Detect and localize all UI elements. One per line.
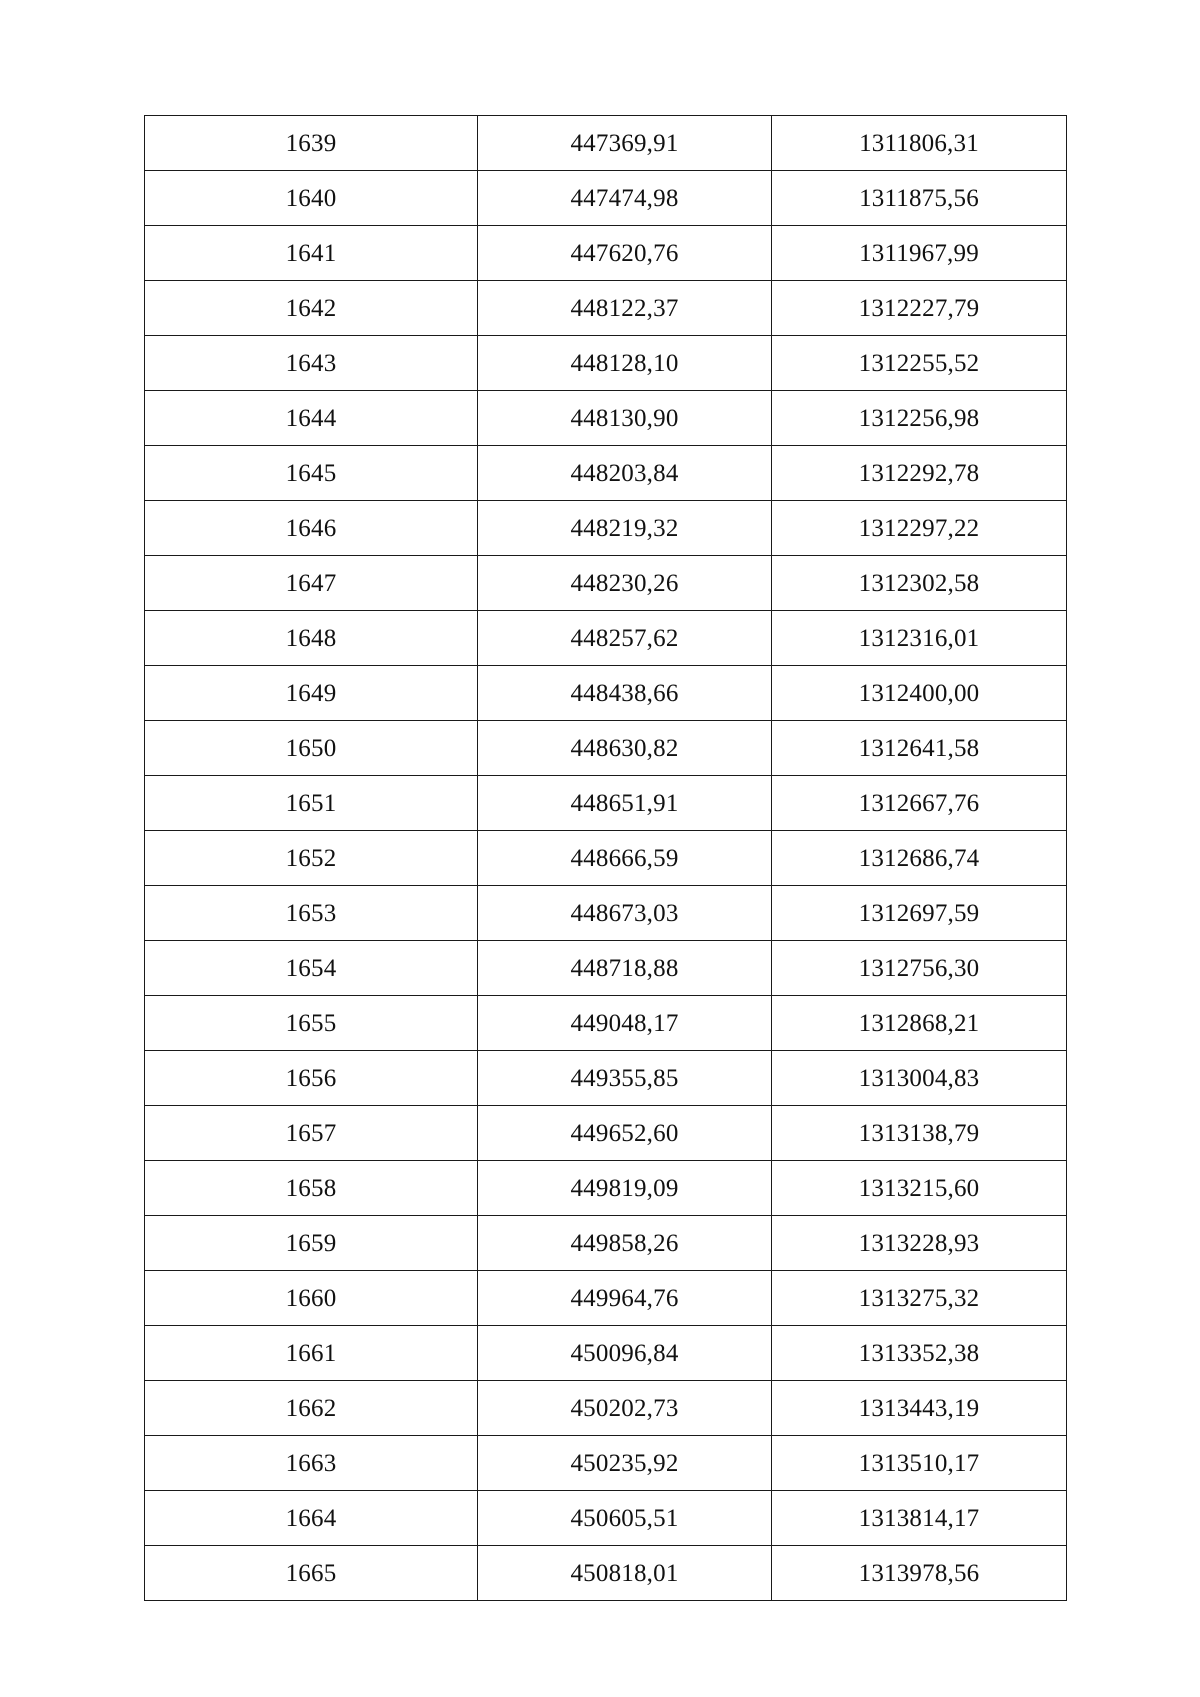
y-coordinate-cell: 1313004,83 bbox=[772, 1051, 1067, 1106]
y-coordinate-cell: 1313352,38 bbox=[772, 1326, 1067, 1381]
x-coordinate-cell: 449048,17 bbox=[478, 996, 772, 1051]
table-row bbox=[145, 886, 1067, 941]
point-number-cell: 1656 bbox=[145, 1051, 478, 1106]
x-coordinate-cell: 448718,88 bbox=[478, 941, 772, 996]
x-coordinate-cell: 447369,91 bbox=[478, 116, 772, 171]
coordinates-table bbox=[144, 115, 1067, 1601]
x-coordinate-cell: 448630,82 bbox=[478, 721, 772, 776]
y-coordinate-cell: 1312316,01 bbox=[772, 611, 1067, 666]
x-coordinate-cell: 448438,66 bbox=[478, 666, 772, 721]
y-coordinate-cell: 1311967,99 bbox=[772, 226, 1067, 281]
y-coordinate-cell: 1313138,79 bbox=[772, 1106, 1067, 1161]
point-number-cell: 1650 bbox=[145, 721, 478, 776]
point-number-cell: 1649 bbox=[145, 666, 478, 721]
point-number-cell: 1657 bbox=[145, 1106, 478, 1161]
coordinates-table-body bbox=[145, 116, 1067, 1601]
y-coordinate-cell: 1312227,79 bbox=[772, 281, 1067, 336]
table-row bbox=[145, 666, 1067, 721]
point-number-cell: 1655 bbox=[145, 996, 478, 1051]
table-row bbox=[145, 941, 1067, 996]
x-coordinate-cell: 449858,26 bbox=[478, 1216, 772, 1271]
x-coordinate-cell: 449964,76 bbox=[478, 1271, 772, 1326]
x-coordinate-cell: 450818,01 bbox=[478, 1546, 772, 1601]
x-coordinate-cell: 448219,32 bbox=[478, 501, 772, 556]
point-number-cell: 1651 bbox=[145, 776, 478, 831]
x-coordinate-cell: 448666,59 bbox=[478, 831, 772, 886]
y-coordinate-cell: 1313443,19 bbox=[772, 1381, 1067, 1436]
point-number-cell: 1654 bbox=[145, 941, 478, 996]
table-row bbox=[145, 501, 1067, 556]
y-coordinate-cell: 1312697,59 bbox=[772, 886, 1067, 941]
table-row bbox=[145, 1216, 1067, 1271]
y-coordinate-cell: 1313510,17 bbox=[772, 1436, 1067, 1491]
table-row bbox=[145, 776, 1067, 831]
point-number-cell: 1645 bbox=[145, 446, 478, 501]
point-number-cell: 1639 bbox=[145, 116, 478, 171]
point-number-cell: 1648 bbox=[145, 611, 478, 666]
table-row bbox=[145, 831, 1067, 886]
table-row bbox=[145, 721, 1067, 776]
table-row bbox=[145, 116, 1067, 171]
x-coordinate-cell: 449355,85 bbox=[478, 1051, 772, 1106]
x-coordinate-cell: 448257,62 bbox=[478, 611, 772, 666]
y-coordinate-cell: 1313228,93 bbox=[772, 1216, 1067, 1271]
point-number-cell: 1641 bbox=[145, 226, 478, 281]
x-coordinate-cell: 450235,92 bbox=[478, 1436, 772, 1491]
x-coordinate-cell: 449819,09 bbox=[478, 1161, 772, 1216]
y-coordinate-cell: 1312868,21 bbox=[772, 996, 1067, 1051]
x-coordinate-cell: 449652,60 bbox=[478, 1106, 772, 1161]
table-row bbox=[145, 226, 1067, 281]
table-row bbox=[145, 336, 1067, 391]
y-coordinate-cell: 1312256,98 bbox=[772, 391, 1067, 446]
point-number-cell: 1640 bbox=[145, 171, 478, 226]
table-row bbox=[145, 1546, 1067, 1601]
point-number-cell: 1663 bbox=[145, 1436, 478, 1491]
table-row bbox=[145, 611, 1067, 666]
y-coordinate-cell: 1312686,74 bbox=[772, 831, 1067, 886]
y-coordinate-cell: 1313275,32 bbox=[772, 1271, 1067, 1326]
y-coordinate-cell: 1313215,60 bbox=[772, 1161, 1067, 1216]
table-row bbox=[145, 996, 1067, 1051]
y-coordinate-cell: 1311875,56 bbox=[772, 171, 1067, 226]
point-number-cell: 1643 bbox=[145, 336, 478, 391]
y-coordinate-cell: 1312756,30 bbox=[772, 941, 1067, 996]
table-row bbox=[145, 1326, 1067, 1381]
table-row bbox=[145, 556, 1067, 611]
x-coordinate-cell: 447620,76 bbox=[478, 226, 772, 281]
table-row bbox=[145, 446, 1067, 501]
table-row bbox=[145, 1106, 1067, 1161]
table-row bbox=[145, 1381, 1067, 1436]
y-coordinate-cell: 1312292,78 bbox=[772, 446, 1067, 501]
y-coordinate-cell: 1313814,17 bbox=[772, 1491, 1067, 1546]
point-number-cell: 1665 bbox=[145, 1546, 478, 1601]
point-number-cell: 1662 bbox=[145, 1381, 478, 1436]
point-number-cell: 1646 bbox=[145, 501, 478, 556]
table-row bbox=[145, 1271, 1067, 1326]
point-number-cell: 1661 bbox=[145, 1326, 478, 1381]
table-row bbox=[145, 171, 1067, 226]
point-number-cell: 1659 bbox=[145, 1216, 478, 1271]
x-coordinate-cell: 448128,10 bbox=[478, 336, 772, 391]
point-number-cell: 1647 bbox=[145, 556, 478, 611]
table-row bbox=[145, 1436, 1067, 1491]
y-coordinate-cell: 1312641,58 bbox=[772, 721, 1067, 776]
x-coordinate-cell: 448230,26 bbox=[478, 556, 772, 611]
point-number-cell: 1652 bbox=[145, 831, 478, 886]
point-number-cell: 1664 bbox=[145, 1491, 478, 1546]
table-row bbox=[145, 391, 1067, 446]
x-coordinate-cell: 450202,73 bbox=[478, 1381, 772, 1436]
point-number-cell: 1658 bbox=[145, 1161, 478, 1216]
y-coordinate-cell: 1313978,56 bbox=[772, 1546, 1067, 1601]
y-coordinate-cell: 1312400,00 bbox=[772, 666, 1067, 721]
x-coordinate-cell: 448651,91 bbox=[478, 776, 772, 831]
y-coordinate-cell: 1312667,76 bbox=[772, 776, 1067, 831]
table-row bbox=[145, 1491, 1067, 1546]
point-number-cell: 1660 bbox=[145, 1271, 478, 1326]
table-row bbox=[145, 281, 1067, 336]
x-coordinate-cell: 448130,90 bbox=[478, 391, 772, 446]
y-coordinate-cell: 1312302,58 bbox=[772, 556, 1067, 611]
x-coordinate-cell: 448203,84 bbox=[478, 446, 772, 501]
x-coordinate-cell: 448673,03 bbox=[478, 886, 772, 941]
y-coordinate-cell: 1311806,31 bbox=[772, 116, 1067, 171]
y-coordinate-cell: 1312255,52 bbox=[772, 336, 1067, 391]
point-number-cell: 1653 bbox=[145, 886, 478, 941]
table-row bbox=[145, 1051, 1067, 1106]
table-row bbox=[145, 1161, 1067, 1216]
x-coordinate-cell: 450096,84 bbox=[478, 1326, 772, 1381]
point-number-cell: 1644 bbox=[145, 391, 478, 446]
x-coordinate-cell: 447474,98 bbox=[478, 171, 772, 226]
y-coordinate-cell: 1312297,22 bbox=[772, 501, 1067, 556]
x-coordinate-cell: 450605,51 bbox=[478, 1491, 772, 1546]
x-coordinate-cell: 448122,37 bbox=[478, 281, 772, 336]
point-number-cell: 1642 bbox=[145, 281, 478, 336]
